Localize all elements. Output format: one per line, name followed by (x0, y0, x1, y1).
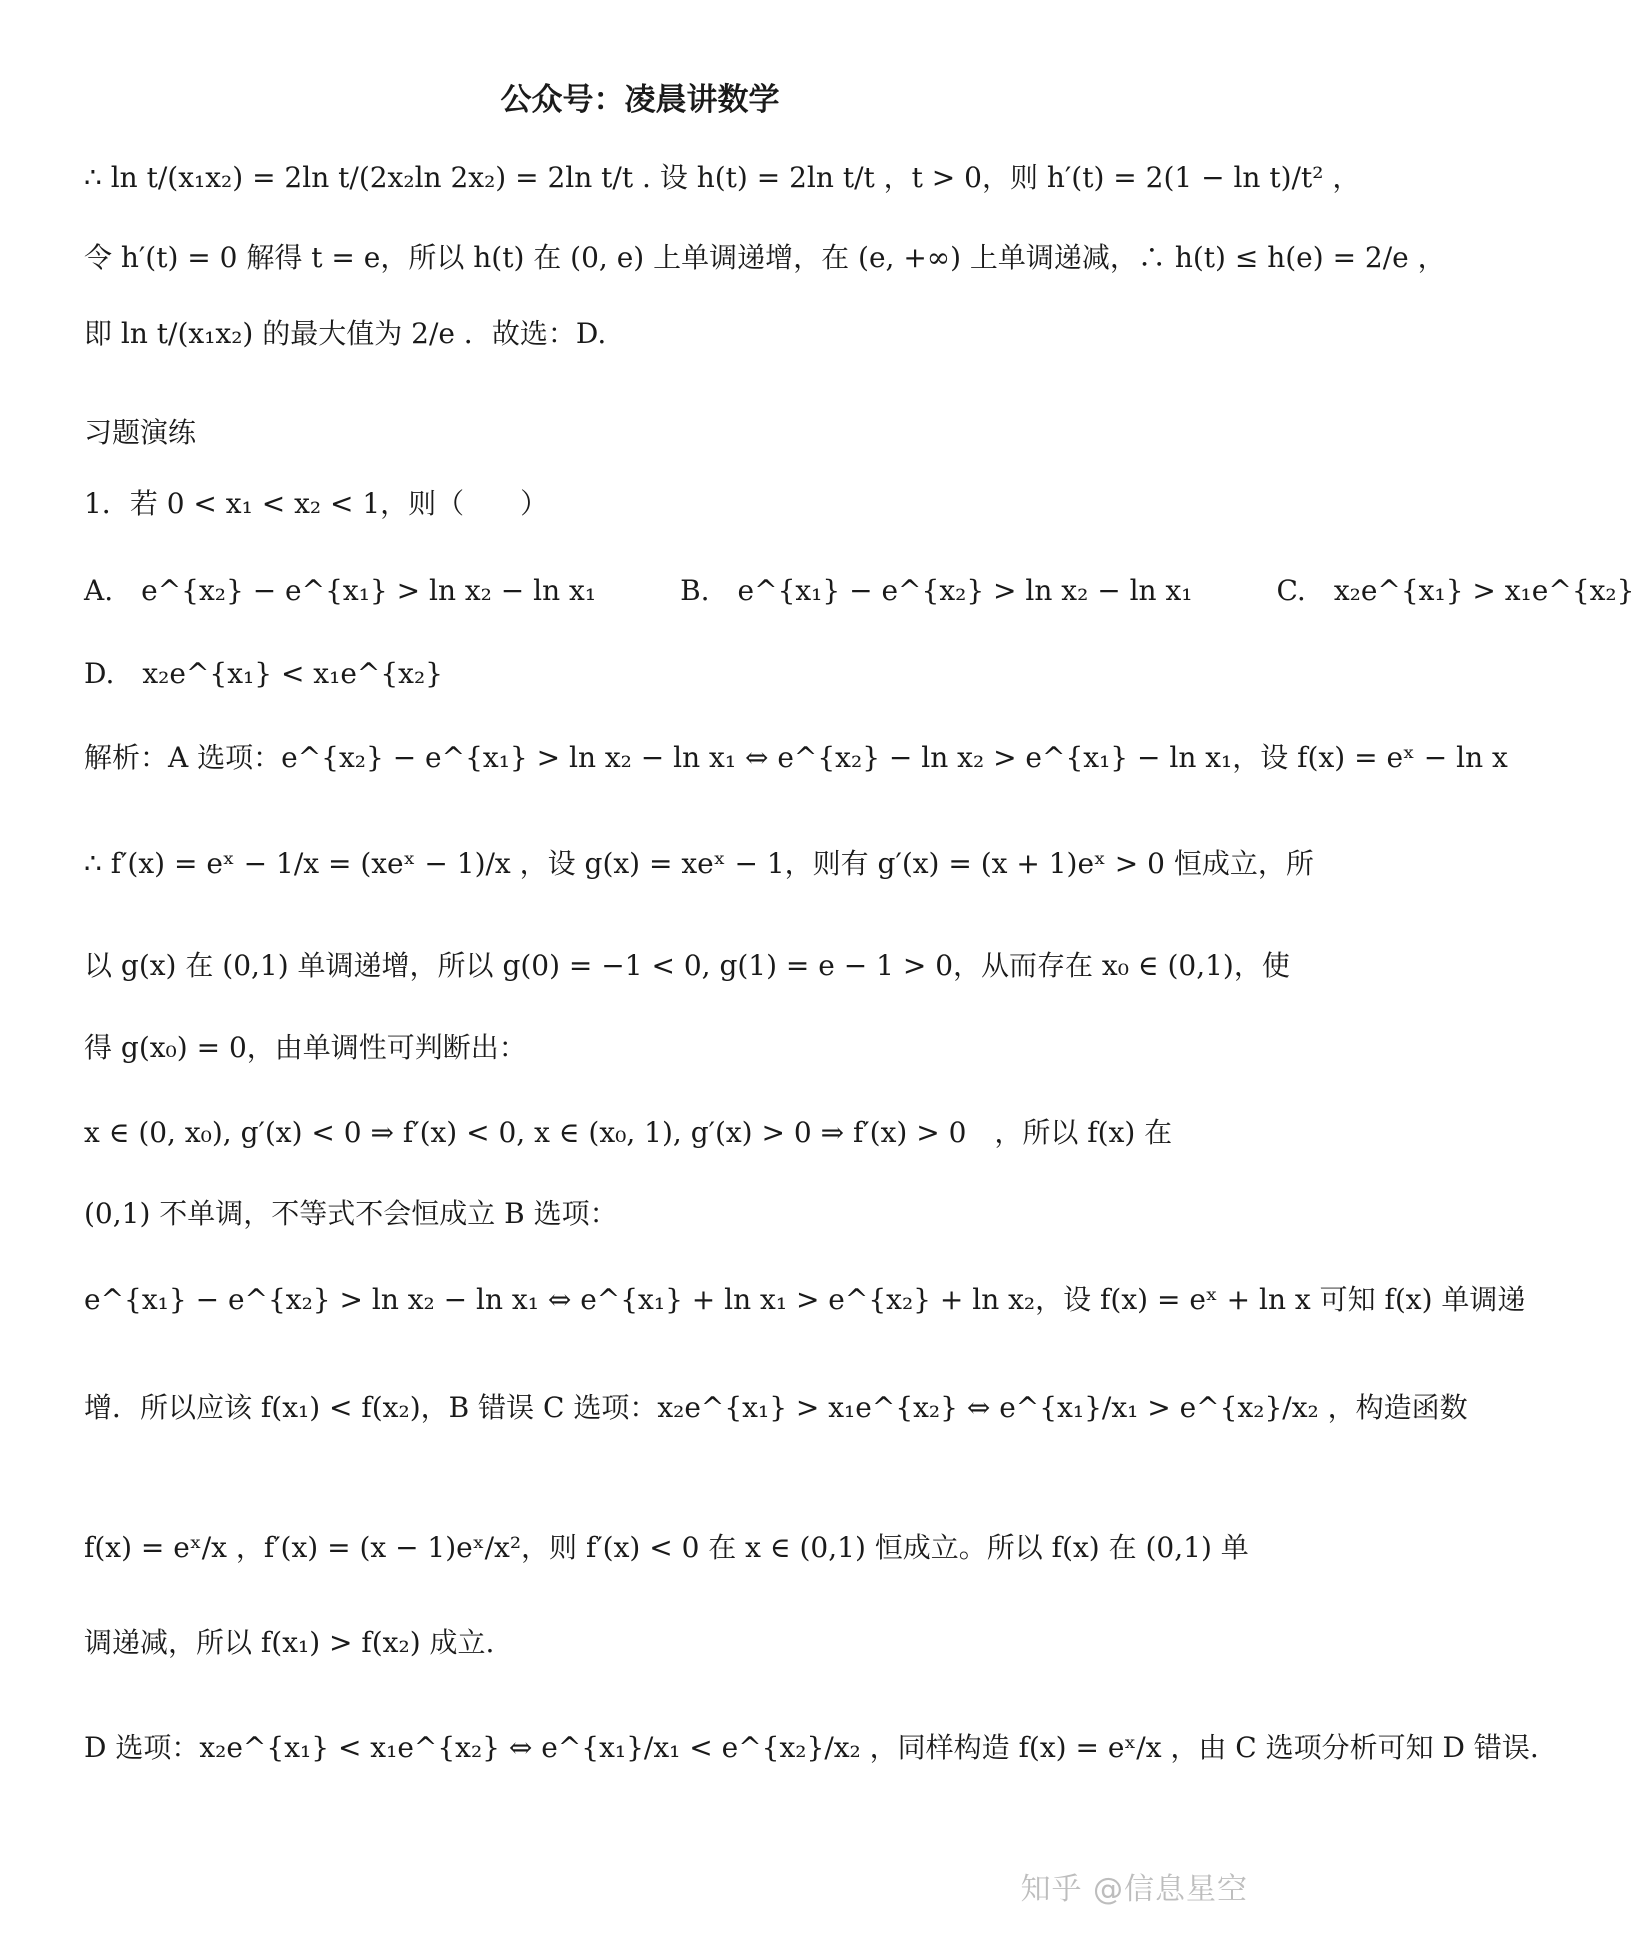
analysis-d: D 选项：x₂e^{x₁} < x₁e^{x₂} ⇔ e^{x₁}/x₁ < e^{x₂}/x₂ ，同样构造 f(x) = eˣ/x ，由 C 选项分析可知 D 错误. (84, 1731, 1539, 1764)
analysis-a-3: 以 g(x) 在 (0,1) 单调递增，所以 g(0) = −1 < 0, g(1) = e − 1 > 0，从而存在 x₀ ∈ (0,1)，使 (84, 949, 1290, 982)
section-heading-exercises: 习题演练 (84, 416, 197, 449)
solution-line-2: 令 h′(t) = 0 解得 t = e，所以 h(t) 在 (0, e) 上单调递增，在 (e, +∞) 上单调递减，∴ h(t) ≤ h(e) = 2/e ， (84, 241, 1446, 274)
solution-line-1: ∴ ln t/(x₁x₂) = 2ln t/(2x₂ln 2x₂) = 2ln t/t . 设 h(t) = 2ln t/t ，t > 0，则 h′(t) = 2(1 − ln t)/t² ， (84, 161, 1361, 194)
analysis-a-1: 解析：A 选项：e^{x₂} − e^{x₁} > ln x₂ − ln x₁ ⇔ e^{x₂} − ln x₂ > e^{x₁} − ln x₁，设 f(x) = eˣ − ln x (84, 741, 1508, 774)
analysis-b-1: e^{x₁} − e^{x₂} > ln x₂ − ln x₁ ⇔ e^{x₁} + ln x₁ > e^{x₂} + ln x₂，设 f(x) = eˣ + ln x 可知 f(x) 单调递 (84, 1283, 1526, 1316)
analysis-a-2: ∴ f′(x) = eˣ − 1/x = (xeˣ − 1)/x ，设 g(x) = xeˣ − 1，则有 g′(x) = (x + 1)eˣ > 0 恒成立，所 (84, 847, 1314, 880)
option-d: D. x₂e^{x₁} < x₁e^{x₂} (84, 657, 443, 690)
options-abc: A. e^{x₂} − e^{x₁} > ln x₂ − ln x₁ B. e^{x₁} − e^{x₂} > ln x₂ − ln x₁ C. x₂e^{x₁} > x₁e^{x₂} (84, 574, 1634, 607)
analysis-b-intro: (0,1) 不单调，不等式不会恒成立 B 选项： (84, 1197, 618, 1230)
page-title: 公众号：凌晨讲数学 (500, 82, 780, 118)
analysis-c-1: f(x) = eˣ/x ，f′(x) = (x − 1)eˣ/x²，则 f′(x) < 0 在 x ∈ (0,1) 恒成立。所以 f(x) 在 (0,1) 单 (84, 1531, 1249, 1564)
analysis-a-5: x ∈ (0, x₀), g′(x) < 0 ⇒ f′(x) < 0, x ∈ (x₀, 1), g′(x) > 0 ⇒ f′(x) > 0 ，所以 f(x) 在 (84, 1116, 1173, 1149)
analysis-a-4: 得 g(x₀) = 0，由单调性可判断出： (84, 1031, 527, 1064)
watermark: 知乎 @信息星空 (1020, 1872, 1248, 1907)
question-stem: 1．若 0 < x₁ < x₂ < 1，则（ ） (84, 487, 549, 520)
analysis-b-2: 增．所以应该 f(x₁) < f(x₂)，B 错误 C 选项：x₂e^{x₁} > x₁e^{x₂} ⇔ e^{x₁}/x₁ > e^{x₂}/x₂ ，构造函数 (84, 1391, 1468, 1424)
analysis-c-2: 调递减，所以 f(x₁) > f(x₂) 成立. (84, 1626, 495, 1659)
solution-conclusion: 即 ln t/(x₁x₂) 的最大值为 2/e ．故选：D. (84, 317, 607, 350)
